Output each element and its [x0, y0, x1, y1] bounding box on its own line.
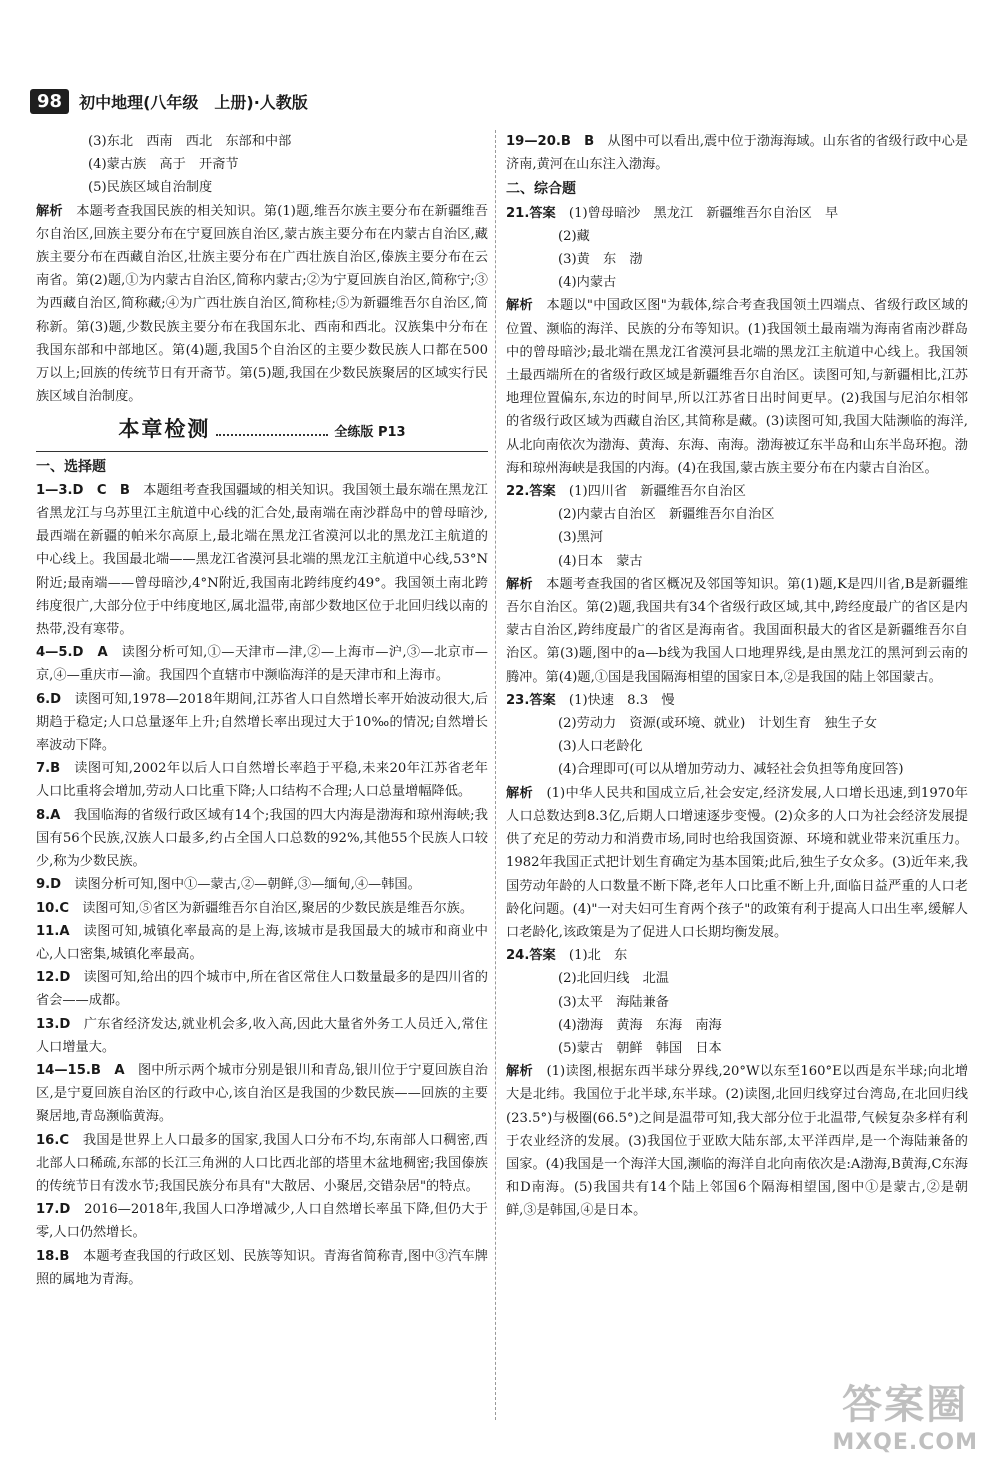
analysis-label: 解析	[506, 298, 533, 314]
section-heading: 二、综合题	[506, 181, 576, 198]
answer-item: (4)渤海 黄海 东海 南海	[558, 1017, 722, 1033]
chapter-ref: 全练版 P13	[334, 425, 406, 441]
answer-label: 12.D	[36, 970, 71, 986]
answer-label: 7.B	[36, 761, 61, 777]
answer-text: 读图可知,城镇化率最高的是上海,该城市是我国最大的城市和商业中心,人口密集,城镇化率最高。	[36, 923, 488, 962]
answer-label: 8.A	[36, 807, 61, 823]
answer-label: 22.答案	[506, 484, 556, 500]
analysis-paragraph	[36, 200, 488, 409]
analysis-label: 解析	[506, 576, 533, 592]
answer-entry	[36, 1059, 488, 1129]
answer-text: 读图可知,1978—2018年期间,江苏省人口自然增长率开始波动很大,后期趋于稳定;人口总量逐年上升;自然增长率出现过大于10‰的情况;自然增长率波动下降。	[36, 691, 488, 754]
analysis-text: 本题考查我国民族的相关知识。第(1)题,维吾尔族主要分布在新疆维吾尔自治区,回族主要分布在宁夏回族自治区,蒙古族主要分布在内蒙古自治区,藏族主要分布在西藏自治区,壮族主要分布在广西壮族自治区,傣族主要分布在云南省。第(2)题,①为内蒙古自治区,简称内蒙古;②为宁夏回族自治区,简称宁;③为西藏自治区,简称藏;④为广西壮族自治区,简称桂;⑤为新疆维吾尔自治区,简称新。第(3)题,少数民族主要分布在我国东北、西南和西北。汉族集中分布在我国东部和中部地区。第(4)题,我国5个自治区的主要少数民族人口都在500万以上;回族的传统节日有开斋节。第(5)题,我国在少数民族聚居的区域实行民族区域自治制度。	[36, 203, 489, 405]
answer-item: (3)黑河	[558, 530, 604, 546]
answer-item: (2)北回归线 北温	[558, 971, 669, 987]
answer-label: 13.D	[36, 1016, 71, 1032]
analysis-text: 本题考查我国的省区概况及邻国等知识。第(1)题,K是四川省,B是新疆维吾尔自治区。第(2)题,我国共有34个省级行政区域,其中,跨经度最广的省区是内蒙古自治区,跨纬度最广的省区是海南省。我国面积最大的省区是新疆维吾尔自治区。第(3)题,图中的a—b线为我国人口地理界线,是由黑龙江的黑河到云南的腾冲。第(4)题,①国是我国隔海相望的国家日本,②是我国的陆上邻国蒙古。	[506, 576, 969, 685]
answer-item: (5)民族区域自治制度	[88, 180, 213, 196]
answer-text: 读图可知,给出的四个城市中,所在省区常住人口数量最多的是四川省的省会——成都。	[36, 970, 488, 1009]
answer-label: 18.B	[36, 1248, 70, 1264]
answer-entry	[36, 641, 488, 687]
answer-text: 读图可知,⑤省区为新疆维吾尔自治区,聚居的少数民族是维吾尔族。	[69, 900, 474, 916]
answer-text: 本题考查我国的行政区划、民族等知识。青海省简称青,图中③汽车牌照的属地为青海。	[36, 1248, 488, 1287]
watermark-url: MXQE.COM	[832, 1430, 978, 1455]
right-column	[506, 130, 968, 1223]
answer-item: (2)劳动力 资源(或环境、就业) 计划生育 独生子女	[558, 716, 878, 732]
section-heading: 一、选择题	[36, 458, 106, 475]
answer-label: 9.D	[36, 877, 62, 893]
answer-entry	[36, 1129, 488, 1199]
answer-item: (3)人口老龄化	[558, 739, 643, 755]
answer-label: 21.答案	[506, 205, 556, 221]
answer-entry	[506, 130, 968, 176]
answer-text: 我国临海的省级行政区域有14个;我国的四大内海是渤海和琼州海峡;我国有56个民族,汉族人口最多,约占全国人口总数的92%,其他55个民族人口较少,称为少数民族。	[36, 807, 488, 870]
answer-item: (4)蒙古族 高于 开斋节	[88, 157, 239, 173]
watermark-logo: 答案圈	[842, 1382, 969, 1428]
analysis-label: 解析	[36, 203, 63, 219]
answer-text: 读图可知,2002年以后人口自然增长率趋于平稳,未来20年江苏省老年人口比重将会增加,劳动人口比重下降;人口结构不合理;人口总量增幅降低。	[36, 761, 488, 800]
book-title: 初中地理(八年级 上册)·人教版	[79, 92, 308, 112]
question-22-answer	[506, 480, 968, 503]
answer-item: (4)日本 蒙古	[558, 553, 643, 569]
answer-entry	[36, 688, 488, 758]
answer-text: 从图中可以看出,震中位于渤海海域。山东省的省级行政中心是济南,黄河在山东注入渤海。	[506, 134, 968, 173]
answer-label: 14—15.B A	[36, 1062, 125, 1078]
answer-entry	[36, 757, 488, 803]
answer-entry	[36, 966, 488, 1012]
analysis-paragraph	[506, 573, 968, 689]
page-number: 98	[30, 89, 69, 114]
column-divider	[495, 130, 496, 1420]
answer-item: (2)藏	[558, 228, 590, 244]
answer-item: (3)东北 西南 西北 东部和中部	[88, 134, 292, 149]
answer-text: 本题组考查我国疆域的相关知识。我国领土最东端在黑龙江省黑龙江与乌苏里江主航道中心线的汇合处,最南端在南沙群岛中的曾母暗沙,最西端在新疆的帕米尔高原上,最北端在黑龙江省漠河以北的黑龙江主航道的中心线上。我国最北端——黑龙江省漠河县北端的黑龙江主航道中心线,53°N附近;最南端——曾母暗沙,4°N附近,我国南北跨纬度约49°。我国领土南北跨纬度很广,大部分位于中纬度地区,属北温带,南部少数地区位于北回归线以南的热带,没有寒带。	[36, 482, 488, 638]
answer-text: 我国是世界上人口最多的国家,我国人口分布不均,东南部人口稠密,西北部人口稀疏,东部的长江三角洲的人口比西北部的塔里木盆地稠密;我国傣族的传统节日有泼水节;我国民族分布具有"大散居、小聚居,交错杂居"的特点。	[36, 1132, 488, 1194]
answer-entry	[36, 1245, 488, 1291]
chapter-heading	[36, 418, 488, 444]
question-21-answer	[506, 202, 968, 225]
answer-entry	[36, 1013, 488, 1059]
answer-text: 读图分析可知,图中①—蒙古,②—朝鲜,③—缅甸,④—韩国。	[61, 877, 421, 893]
chapter-title: 本章检测	[118, 417, 211, 442]
answer-item: (3)黄 东 渤	[558, 252, 643, 268]
question-24-answer	[506, 944, 968, 967]
analysis-label: 解析	[506, 1064, 533, 1080]
answer-label: 10.C	[36, 900, 70, 916]
answer-entry	[36, 804, 488, 874]
answer-label: 4—5.D A	[36, 645, 108, 661]
answer-entry	[36, 1198, 488, 1244]
analysis-label: 解析	[506, 785, 533, 801]
answer-label: 23.答案	[506, 692, 556, 708]
answer-text: (1)北 东	[555, 948, 628, 964]
answer-text: (1)快速 8.3 慢	[555, 692, 675, 708]
answer-label: 11.A	[36, 923, 70, 939]
analysis-paragraph	[506, 782, 968, 944]
analysis-text: 本题以"中国政区图"为载体,综合考查我国领土四端点、省级行政区域的位置、濒临的海洋、民族的分布等知识。(1)我国领土最南端为海南省南沙群岛中的曾母暗沙;最北端在黑龙江省漠河县北端的黑龙江主航道中心线上。我国领土最西端所在的省级行政区域是新疆维吾尔自治区。读图可知,与新疆相比,江苏地理位置偏东,东边的时间早,所以江苏省日出时间更早。(2)我国与尼泊尔相邻的省级行政区域为西藏自治区,其简称是藏。(3)读图可知,我国大陆濒临的海洋,从北向南依次为渤海、黄海、东海、南海。渤海被辽东半岛和山东半岛环抱。渤海和琼州海峡是我国的内海。(4)在我国,蒙古族主要分布在内蒙古自治区。	[506, 298, 969, 476]
answer-text: (1)曾母暗沙 黑龙江 新疆维吾尔自治区 早	[555, 205, 839, 221]
answer-entry	[36, 920, 488, 966]
answer-text: 2016—2018年,我国人口净增减少,人口自然增长率虽下降,但仍大于零,人口仍然增长。	[36, 1202, 488, 1241]
answer-item: (5)蒙古 朝鲜 韩国 日本	[558, 1040, 722, 1056]
left-column	[36, 130, 488, 1291]
answer-entry	[36, 479, 488, 641]
answer-text: 读图分析可知,①—天津市—津,②—上海市—沪,③—北京市—京,④—重庆市—渝。我国四个直辖市中濒临海洋的是天津市和上海市。	[36, 645, 488, 684]
answer-entry	[36, 873, 488, 896]
answer-text: 图中所示两个城市分别是银川和青岛,银川位于宁夏回族自治区,是宁夏回族自治区的行政中心,该自治区是我国的少数民族——回族的主要聚居地,青岛濒临黄海。	[36, 1062, 488, 1125]
answer-label: 16.C	[36, 1132, 70, 1148]
watermark	[832, 1373, 978, 1455]
analysis-text: (1)中华人民共和国成立后,社会安定,经济发展,人口增长迅速,到1970年人口总数达到8.3亿,后期人口增速逐步变慢。(2)众多的人口为社会经济发展提供了充足的劳动力和消费市场,同时也给我国资源、环境和就业带来沉重压力。1982年我国正式把计划生育确定为基本国策;此后,独生子女众多。(3)近年来,我国劳动年龄的人口数量不断下降,老年人口比重不断上升,面临日益严重的人口老龄化问题。(4)"一对夫妇可生育两个孩子"的政策有利于提高人口出生率,缓解人口老龄化,该政策是为了促进人口长期均衡发展。	[506, 785, 968, 940]
answer-label: 19—20.B B	[506, 134, 595, 149]
analysis-paragraph	[506, 1060, 968, 1222]
answer-label: 6.D	[36, 691, 62, 707]
chapter-dots	[216, 426, 328, 436]
answer-item: (4)合理即可(可以从增加劳动力、减轻社会负担等角度回答)	[558, 762, 904, 778]
answer-label: 1—3.D C B	[36, 482, 130, 498]
chapter-rule	[36, 451, 488, 452]
answer-label: 17.D	[36, 1202, 71, 1218]
question-23-answer	[506, 689, 968, 712]
answer-item: (2)内蒙古自治区 新疆维吾尔自治区	[558, 507, 775, 523]
answer-item: (3)太平 海陆兼备	[558, 994, 669, 1010]
analysis-paragraph	[506, 294, 968, 480]
answer-item: (4)内蒙古	[558, 275, 617, 291]
page-header	[30, 86, 308, 116]
analysis-text: (1)读图,根据东西半球分界线,20°W以东至160°E以西是东半球;向北增大是北纬。我国位于北半球,东半球。(2)读图,北回归线穿过台湾岛,在北回归线(23.5°)与极圈(66.5°)之间是温带可知,我大部分位于北温带,气候复杂多样有利于农业经济的发展。(3)我国位于亚欧大陆东部,太平洋西岸,是一个海陆兼备的国家。(4)我国是一个海洋大国,濒临的海洋自北向南依次是:A渤海,B黄海,C东海和D南海。(5)我国共有14个陆上邻国6个隔海相望国,图中①是蒙古,②是朝鲜,③是韩国,④是日本。	[506, 1064, 969, 1219]
answer-text: 广东省经济发达,就业机会多,收入高,因此大量省外务工人员迁入,常住人口增量大。	[36, 1016, 488, 1055]
answer-label: 24.答案	[506, 948, 556, 964]
answer-text: (1)四川省 新疆维吾尔自治区	[555, 484, 746, 500]
answer-entry	[36, 897, 488, 920]
